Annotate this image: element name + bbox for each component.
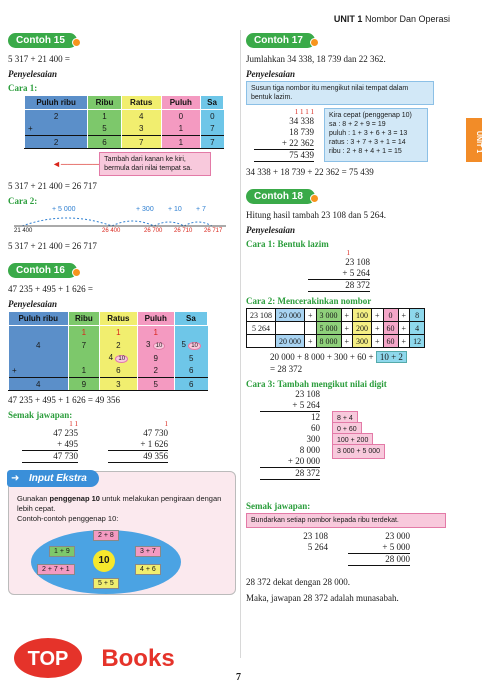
cell: 6 (100, 365, 137, 378)
example-15-peny: Penyelesaian (8, 69, 57, 79)
partial-sum: 300 (306, 434, 320, 444)
expand-line-text: 20 000 + 8 000 + 300 + 60 + (270, 352, 374, 362)
example-15-question: 5 317 + 21 400 = (8, 54, 70, 64)
cell: 1 (68, 365, 100, 378)
cell: 6 (88, 136, 122, 149)
cell: 3 (121, 123, 161, 136)
input-ekstra-box (8, 471, 236, 595)
original-number: 5 264 (307, 542, 328, 552)
example-17 (246, 30, 468, 178)
tip-line: sa : 8 + 2 + 9 = 19 (329, 121, 386, 128)
example-15-result2: 5 317 + 21 400 = 26 717 (8, 241, 97, 251)
table-row (25, 110, 224, 123)
example-18-cara2: Cara 2: Mencerakinkan nombor (246, 296, 372, 306)
example-16-semak: Semak jawapan: (8, 410, 73, 420)
cell: + (372, 309, 384, 322)
cell: 4 (410, 322, 425, 335)
example-15-title: Contoh 15 (8, 33, 77, 48)
partial-note: 0 + 60 (332, 422, 362, 437)
input-subtitle: Contoh-contoh penggenap 10: (17, 514, 119, 523)
digit: 5 (181, 339, 186, 349)
cell: 20 000 (276, 309, 305, 322)
cell: + (398, 322, 410, 335)
addend: + 1 626 (108, 439, 168, 451)
quick-count-tip (324, 108, 428, 162)
cell (174, 339, 207, 352)
cell: 7 (121, 136, 161, 149)
cell (174, 326, 207, 339)
table-row (9, 378, 208, 391)
table-row (25, 123, 224, 136)
table-row (247, 309, 425, 322)
carry-digit: 1 (137, 326, 174, 339)
tick-label: 26 700 (144, 228, 163, 234)
ten-center: 10 (93, 550, 115, 572)
cell: 5 (137, 378, 174, 391)
rounded-sum (348, 531, 410, 566)
rounded-addend: + 5 000 (348, 542, 410, 554)
page-header (334, 14, 450, 24)
chip: 1 + 9 (49, 546, 75, 557)
rounded-result: 28 000 (348, 554, 410, 566)
tip-line: ribu : 2 + 8 + 4 + 1 = 15 (329, 148, 402, 155)
cell: + (398, 335, 410, 348)
cell: 5 264 (247, 322, 276, 335)
cell: 1 (161, 123, 201, 136)
tip-title: Kira cepat (penggenap 10) (329, 112, 412, 119)
cell: 20 000 (276, 335, 305, 348)
example-18-question: Hitung hasil tambah 23 108 dan 5 264. (246, 210, 386, 220)
tick-label: 21 400 (14, 228, 33, 234)
digit: 4 (108, 352, 114, 362)
cell: + (398, 309, 410, 322)
example-16-question: 47 235 + 495 + 1 626 = (8, 284, 93, 294)
unit-side-tab: UNIT 1 (466, 118, 482, 162)
partial-note: 100 + 200 (332, 433, 373, 448)
th-puluh-ribu: Puluh ribu (9, 312, 69, 326)
partial-sum: 8 000 (299, 445, 320, 455)
cell: + (305, 335, 317, 348)
column-divider (240, 30, 241, 658)
tip-line: puluh : 1 + 3 + 6 + 3 = 13 (329, 130, 408, 137)
sum-result: 75 439 (254, 150, 314, 162)
semak-sums (22, 420, 236, 463)
sum-result: 49 356 (108, 451, 168, 463)
svg-text:Books: Books (101, 645, 175, 672)
example-16-result: 47 235 + 495 + 1 626 = 49 356 (8, 395, 120, 405)
cell: 100 (353, 309, 372, 322)
example-15-cara2: Cara 2: (8, 196, 38, 206)
chip: 3 + 7 (135, 546, 161, 557)
left-arrow-icon: ◄────── (52, 159, 100, 169)
expand-table (246, 308, 425, 348)
cell: + (372, 335, 384, 348)
chip: 2 + 8 (93, 530, 119, 541)
digit-sum-column (260, 389, 320, 480)
cell: 23 108 (247, 309, 276, 322)
example-16-title: Contoh 16 (8, 263, 77, 278)
carry-bubble: 10 (188, 342, 201, 350)
arrow-icon: ➜ (11, 473, 20, 484)
addend: 23 108 (345, 257, 370, 267)
example-17-question: Jumlahkan 34 338, 18 739 dan 22 362. (246, 54, 386, 64)
cell: 300 (353, 335, 372, 348)
cell (137, 339, 174, 352)
original-number: 23 108 (303, 531, 328, 541)
th-ribu: Ribu (88, 96, 122, 110)
final-statement-1: 28 372 dekat dengan 28 000. (246, 577, 350, 587)
cell: 5 (174, 352, 207, 365)
check-sum-1 (22, 420, 78, 463)
partial-sum: 60 (311, 423, 320, 433)
cell: 4 (9, 378, 69, 391)
cell: 2 (25, 136, 88, 149)
number-line-svg (12, 212, 232, 232)
th-puluh-ribu: Puluh ribu (25, 96, 88, 110)
cell: 1 (161, 136, 201, 149)
table-row (247, 335, 425, 348)
jump-label: + 5 000 (52, 206, 76, 213)
input-ekstra-title: Input Ekstra (7, 470, 99, 487)
table-row (9, 339, 208, 352)
jump-label: + 7 (196, 206, 206, 213)
right-column (246, 30, 468, 604)
cell: + (372, 322, 384, 335)
cell: 7 (201, 136, 224, 149)
cell: 6 (174, 365, 207, 378)
carry-digit: 1 (68, 326, 100, 339)
cell: 4 (121, 110, 161, 123)
th-puluh: Puluh (161, 96, 201, 110)
th-ratus: Ratus (100, 312, 137, 326)
digit: 3 (146, 339, 151, 349)
text-part: Gunakan (17, 494, 50, 503)
addend: 47 235 (53, 428, 78, 438)
addend: 18 739 (289, 127, 314, 137)
partial-sum: 12 (311, 412, 320, 422)
column-sum (254, 108, 314, 162)
example-16 (8, 260, 236, 463)
place-value-table-16 (8, 311, 208, 391)
cell (68, 352, 100, 365)
cell: + (341, 335, 353, 348)
text-part: untuk melakukan pengiraan dengan lebih cepat. (17, 494, 222, 513)
cell: 3 (100, 378, 137, 391)
cell: 1 (88, 110, 122, 123)
example-18 (246, 186, 468, 604)
page-number: 7 (236, 672, 241, 683)
number-line (12, 206, 236, 236)
jump-label: + 10 (168, 206, 182, 213)
expand-sum-line (270, 351, 468, 363)
cell: 8 000 (316, 335, 341, 348)
cell: 60 (383, 335, 398, 348)
partial-note: 8 + 4 (332, 411, 358, 426)
tick-label: 26 400 (102, 228, 121, 234)
cell: 60 (383, 322, 398, 335)
example-18-peny: Penyelesaian (246, 225, 295, 235)
topbooks-logo (10, 634, 215, 680)
carry-bubble: 10 (115, 355, 128, 363)
example-16-peny: Penyelesaian (8, 299, 57, 309)
cell (247, 335, 276, 348)
cell: 9 (68, 378, 100, 391)
partial-note: 3 000 + 5 000 (332, 444, 385, 459)
addend: + 5 264 (308, 268, 370, 280)
cell: 4 (9, 339, 69, 352)
cell: 200 (353, 322, 372, 335)
table-row (9, 352, 208, 365)
cell (276, 322, 305, 335)
th-sa: Sa (201, 96, 224, 110)
direction-note: Tambah dari kanan ke kiri, bermula dari nilai tempat sa. (99, 152, 211, 176)
place-value-table-15 (24, 95, 224, 149)
chip: 2 + 7 + 1 (37, 564, 75, 575)
plus-sign: + (25, 123, 88, 136)
cell: 0 (383, 309, 398, 322)
unit-title: Nombor Dan Operasi (364, 14, 450, 24)
cell: + (341, 322, 353, 335)
cell: 2 (137, 365, 174, 378)
standard-sum (308, 249, 370, 292)
cell (100, 352, 137, 365)
cell: 0 (201, 110, 224, 123)
cell: 0 (161, 110, 201, 123)
cell: 2 (25, 110, 88, 123)
cell: 7 (68, 339, 100, 352)
tick-label: 26 710 (174, 228, 193, 234)
addend: + 495 (22, 439, 78, 451)
th-puluh: Puluh (137, 312, 174, 326)
penggenap-ellipse (31, 530, 181, 594)
addend: + 22 362 (254, 138, 314, 150)
cell (9, 352, 69, 365)
example-18-cara3: Cara 3: Tambah mengikut nilai digit (246, 379, 387, 389)
rounding-work (286, 531, 468, 566)
example-18-semak: Semak jawapan: (246, 501, 311, 511)
cell: 8 (410, 309, 425, 322)
digit-sum (246, 389, 446, 497)
example-17-work (246, 108, 468, 162)
rounded-addend: 23 000 (385, 531, 410, 541)
example-15 (8, 30, 236, 252)
left-column (8, 30, 236, 595)
rounded-inputs (286, 531, 328, 566)
cell (305, 322, 317, 335)
example-17-peny: Penyelesaian (246, 69, 295, 79)
table-row (247, 322, 425, 335)
cell: 12 (410, 335, 425, 348)
carry-bubble: 10 (153, 342, 166, 350)
cell: 3 000 (316, 309, 341, 322)
cell: 5 (88, 123, 122, 136)
table-row (9, 365, 208, 378)
svg-text:TOP: TOP (27, 648, 69, 670)
sum-result: 28 372 (260, 468, 320, 480)
cell: 6 (174, 378, 207, 391)
example-18-cara1: Cara 1: Bentuk lazim (246, 239, 329, 249)
addend: 23 108 (295, 389, 320, 399)
addend: + 5 264 (260, 400, 320, 412)
example-18-title: Contoh 18 (246, 189, 315, 204)
sum-result: 47 730 (22, 451, 78, 463)
cell: 7 (201, 123, 224, 136)
cell: 9 (137, 352, 174, 365)
carry-digits: 1 (164, 420, 168, 428)
carry-digit: 1 (346, 249, 350, 257)
cell (9, 326, 69, 339)
carry-digits: 1 1 (69, 420, 78, 428)
example-17-result: 34 338 + 18 739 + 22 362 = 75 439 (246, 167, 374, 177)
th-ribu: Ribu (68, 312, 100, 326)
jump-label: + 300 (136, 206, 154, 213)
tip-line: ratus : 3 + 7 + 3 + 1 = 14 (329, 139, 406, 146)
round-note: Bundarkan setiap nombor kepada ribu terdekat. (246, 513, 446, 528)
plus-sign: + (9, 365, 69, 378)
sum-result: 28 372 (308, 280, 370, 292)
th-sa: Sa (174, 312, 207, 326)
table-row (25, 136, 224, 149)
chip: 5 + 5 (93, 578, 119, 589)
final-statement-2: Maka, jawapan 28 372 adalah munasabah. (246, 593, 399, 603)
example-15-result1: 5 317 + 21 400 = 26 717 (8, 181, 97, 191)
addend: 34 338 (289, 116, 314, 126)
chip: 4 + 6 (135, 564, 161, 575)
carry-row (9, 326, 208, 339)
cell: + (305, 309, 317, 322)
expand-result: = 28 372 (270, 364, 303, 374)
th-ratus: Ratus (121, 96, 161, 110)
example-15-cara1: Cara 1: (8, 83, 38, 93)
arrange-note: Susun tiga nombor itu mengikut nilai tempat dalam bentuk lazim. (246, 81, 434, 105)
text-bold: penggenap 10 (49, 494, 100, 503)
cell: + (341, 309, 353, 322)
carry-digit: 1 (100, 326, 137, 339)
unit-label: UNIT 1 (333, 14, 363, 24)
tick-label: 26 717 (204, 228, 223, 234)
cell: 2 (100, 339, 137, 352)
input-text (17, 494, 227, 514)
expand-box: 10 + 2 (376, 351, 407, 363)
partial-sum: + 20 000 (260, 456, 320, 468)
addend: 47 730 (143, 428, 168, 438)
cell: 5 000 (316, 322, 341, 335)
carry-digits: 1 1 1 1 (294, 108, 314, 116)
example-17-title: Contoh 17 (246, 33, 315, 48)
check-sum-2 (108, 420, 168, 463)
